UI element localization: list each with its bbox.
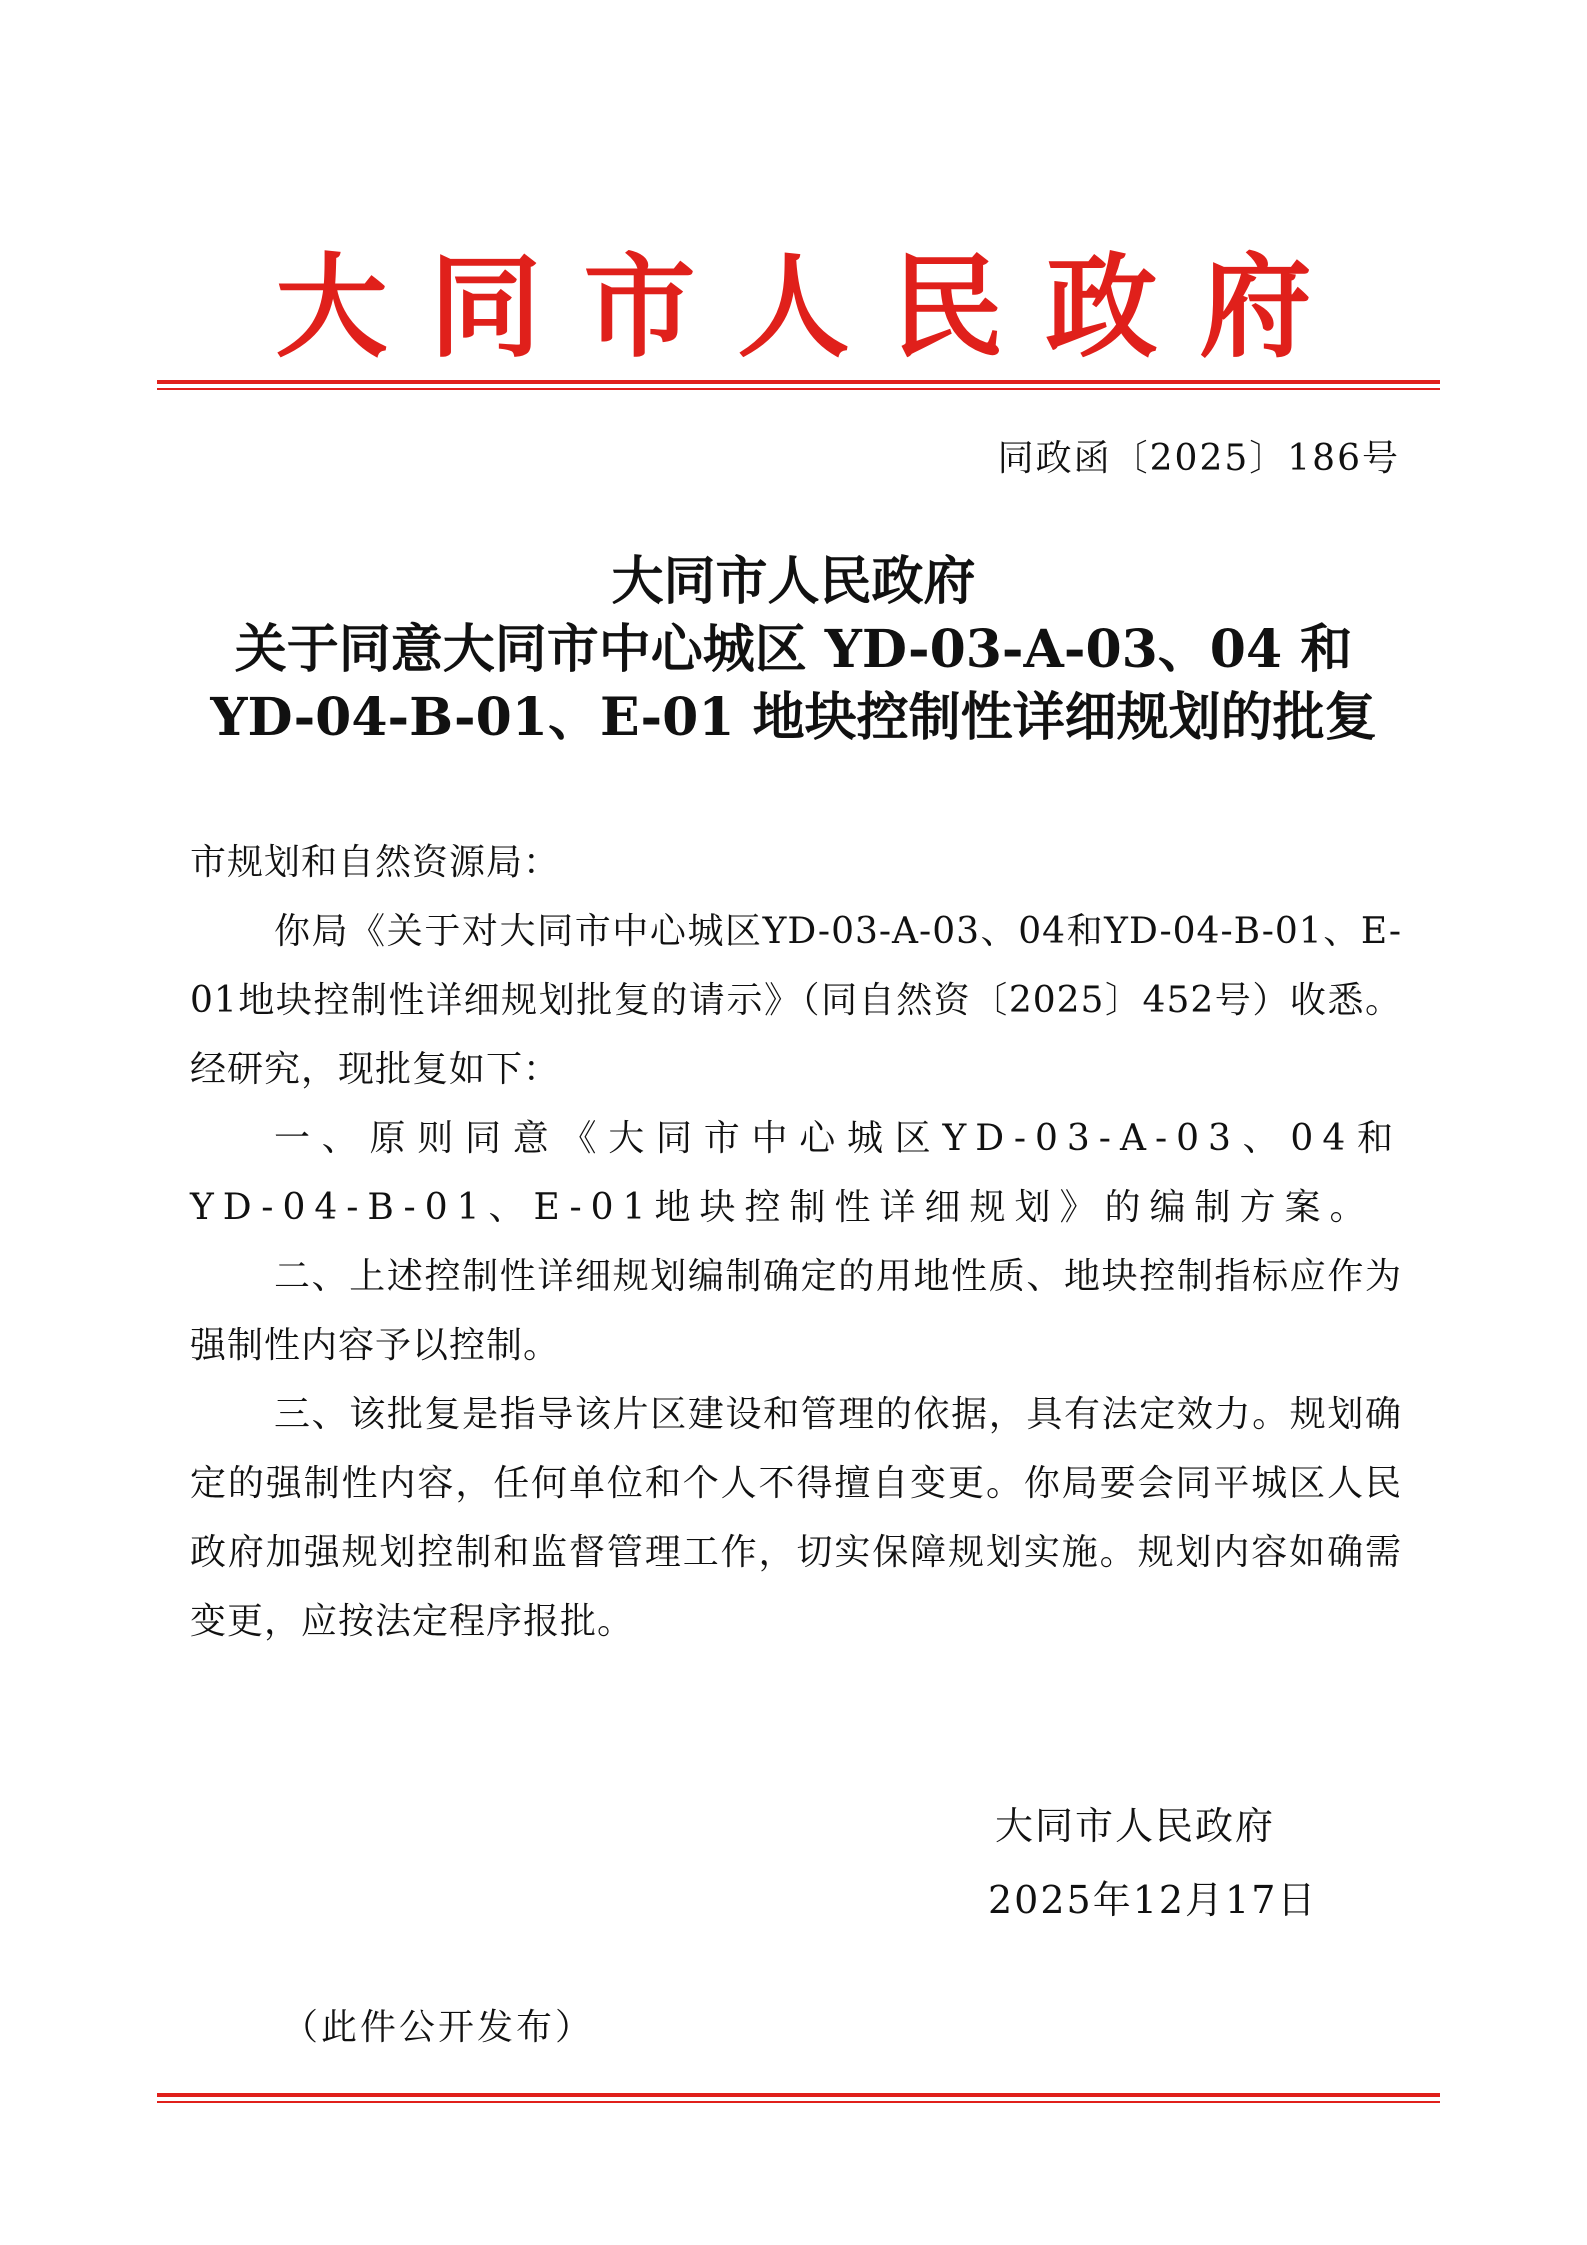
paragraph-item-2: 二、上述控制性详细规划编制确定的用地性质、地块控制指标应作为强制性内容予以控制。 xyxy=(190,1256,1402,1366)
salutation: 市规划和自然资源局： xyxy=(190,842,561,883)
paragraph-item-3: 三、该批复是指导该片区建设和管理的依据，具有法定效力。规划确定的强制性内容，任何单位和个人不得擅自变更。你局要会同平城区人民政府加强规划控制和监督管理工作，切实保障规划实施。规划内容如确需变更，应按法定程序报批。 xyxy=(190,1394,1402,1642)
signer: 大同市人民政府 xyxy=(995,1804,1276,1848)
publication-notice: （此件公开发布） xyxy=(282,2007,595,2048)
document-number: 同政函〔2025〕186号 xyxy=(997,438,1400,479)
title-line-1: 大同市人民政府 xyxy=(611,551,976,612)
top-divider-thick-line xyxy=(157,380,1440,384)
paragraph-request: 你局《关于对大同市中心城区YD-03-A-03、04和YD-04-B-01、E-01地块控制性详细规划批复的请示》（同自然资〔2025〕452号）收悉。经研究，现批复如下： xyxy=(190,911,1402,1090)
top-divider-thin-line xyxy=(157,388,1440,390)
document-title xyxy=(0,548,1587,752)
bottom-divider-thin-line xyxy=(157,2101,1440,2103)
title-line-2: 关于同意大同市中心城区 YD-03-A-03、04 和 xyxy=(234,619,1353,680)
top-divider xyxy=(157,380,1440,390)
issue-date: 2025年12月17日 xyxy=(988,1878,1318,1922)
masthead-title: 大同市人民政府 xyxy=(275,243,1354,373)
bottom-divider xyxy=(157,2093,1440,2103)
paragraph-item-1: 一、原则同意《大同市中心城区YD-03-A-03、04和YD-04-B-01、E-01地块控制性详细规划》的编制方案。 xyxy=(190,1118,1402,1228)
title-line-3: YD-04-B-01、E-01 地块控制性详细规划的批复 xyxy=(210,687,1377,748)
bottom-divider-thick-line xyxy=(157,2093,1440,2097)
